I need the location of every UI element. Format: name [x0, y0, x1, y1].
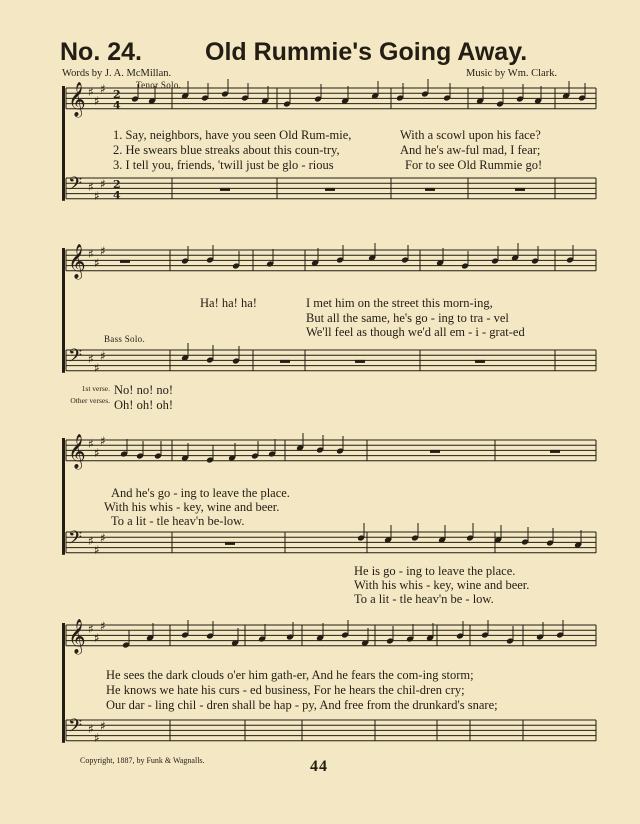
- words-credit: Words by J. A. McMillan.: [62, 68, 172, 79]
- sharp-sign: ♯: [88, 352, 94, 366]
- svg-text:2: 2: [113, 88, 121, 101]
- sharp-sign: ♯: [88, 180, 94, 194]
- whole-rest: [515, 188, 525, 191]
- bass-solo-label: Bass Solo.: [104, 334, 146, 344]
- bass-clef: 𝄢: [68, 346, 83, 371]
- sharp-sign: ♯: [94, 256, 100, 270]
- svg-text:4: 4: [113, 99, 121, 112]
- treble-clef: 𝄞: [68, 619, 86, 654]
- lyric-s4-v3: Our dar - ling chil - dren shall be hap - py, And free from the drunkard's snare;: [106, 698, 498, 712]
- sharp-sign: ♯: [100, 244, 106, 258]
- whole-rest: [355, 360, 365, 363]
- sharp-sign: ♯: [94, 731, 100, 745]
- lyric-s1-v1b: With a scowl upon his face?: [400, 128, 541, 142]
- sharp-sign: ♯: [100, 349, 106, 363]
- lyric-s2-v2: But all the same, he's go - ing to tra - vel: [306, 311, 509, 325]
- hymn-number: No. 24.: [60, 38, 142, 66]
- treble-clef: 𝄞: [68, 244, 86, 279]
- bass-clef: 𝄢: [68, 174, 83, 199]
- whole-rest: [475, 360, 485, 363]
- lyric-s2-v1: I met him on the street this morn-ing,: [306, 296, 493, 310]
- sharp-sign: ♯: [88, 247, 94, 261]
- sharp-sign: ♯: [100, 82, 106, 96]
- sharp-sign: ♯: [94, 189, 100, 203]
- system-bracket: [62, 438, 65, 555]
- whole-rest: [120, 260, 130, 263]
- system-bracket: [62, 623, 65, 743]
- lyric-s2-ha: Ha! ha! ha!: [200, 296, 257, 310]
- tenor-solo-label: Tenor Solo.: [136, 80, 182, 90]
- lyric-s1-v3b: For to see Old Rummie go!: [405, 158, 543, 172]
- bass-clef: 𝄢: [68, 528, 83, 553]
- sharp-sign: ♯: [100, 177, 106, 191]
- system-bracket: [62, 248, 65, 373]
- sharp-sign: ♯: [100, 719, 106, 733]
- whole-rest: [220, 188, 230, 191]
- page-number: 44: [310, 758, 328, 775]
- sharp-sign: ♯: [94, 446, 100, 460]
- whole-rest: [280, 360, 290, 363]
- whole-rest: [225, 542, 235, 545]
- whole-rest: [325, 188, 335, 191]
- lyric-s3-lower-v2: With his whis - key, wine and beer.: [354, 578, 530, 592]
- sharp-sign: ♯: [94, 631, 100, 645]
- svg-text:2: 2: [113, 178, 121, 191]
- lyric-s4-v2: He knows we hate his curs - ed business, For he hears the chil-dren cry;: [106, 683, 465, 697]
- first-verse-label: 1st verse.: [81, 384, 110, 393]
- lyric-s1-v2a: 2. He swears blue streaks about this coun-try,: [113, 143, 340, 157]
- sharp-sign: ♯: [100, 531, 106, 545]
- copyright-notice: Copyright, 1887, by Funk & Wagnalls.: [80, 756, 205, 765]
- lyric-s2-no: No! no! no!: [114, 383, 174, 397]
- hymn-title: Old Rummie's Going Away.: [205, 38, 528, 66]
- lyric-s3-upper-v2: With his whis - key, wine and beer.: [104, 500, 280, 514]
- music-credit: Music by Wm. Clark.: [466, 68, 558, 79]
- sharp-sign: ♯: [88, 722, 94, 736]
- lyric-s1-v2b: And he's aw-ful mad, I fear;: [400, 143, 541, 157]
- lyric-s2-oh: Oh! oh! oh!: [114, 398, 174, 412]
- sharp-sign: ♯: [88, 622, 94, 636]
- lyric-s1-v1a: 1. Say, neighbors, have you seen Old Rum-mie,: [113, 128, 352, 142]
- whole-rest: [430, 450, 440, 453]
- lyric-s2-v3: We'll feel as though we'd all em - i - grat-ed: [306, 325, 525, 339]
- svg-text:4: 4: [113, 189, 121, 202]
- whole-rest: [425, 188, 435, 191]
- sharp-sign: ♯: [94, 543, 100, 557]
- bass-clef: 𝄢: [68, 716, 83, 741]
- lyric-s3-lower-v1: He is go - ing to leave the place.: [354, 564, 516, 578]
- sharp-sign: ♯: [94, 361, 100, 375]
- treble-clef: 𝄞: [68, 82, 86, 117]
- system-bracket: [62, 86, 65, 201]
- lyric-s4-v1: He sees the dark clouds o'er him gath-er, And he fears the com-ing storm;: [106, 668, 474, 682]
- sharp-sign: ♯: [88, 437, 94, 451]
- sharp-sign: ♯: [94, 94, 100, 108]
- sharp-sign: ♯: [100, 434, 106, 448]
- lyric-s3-lower-v3: To a lit - tle heav'n be - low.: [354, 592, 494, 606]
- sharp-sign: ♯: [88, 534, 94, 548]
- sharp-sign: ♯: [100, 619, 106, 633]
- lyric-s1-v3a: 3. I tell you, friends, 'twill just be glo - rious: [113, 158, 334, 172]
- lyric-s3-upper-v1: And he's go - ing to leave the place.: [111, 486, 290, 500]
- other-verses-label: Other verses.: [70, 396, 110, 405]
- whole-rest: [550, 450, 560, 453]
- treble-clef: 𝄞: [68, 434, 86, 469]
- sharp-sign: ♯: [88, 85, 94, 99]
- lyric-s3-upper-v3: To a lit - tle heav'n be-low.: [111, 514, 245, 528]
